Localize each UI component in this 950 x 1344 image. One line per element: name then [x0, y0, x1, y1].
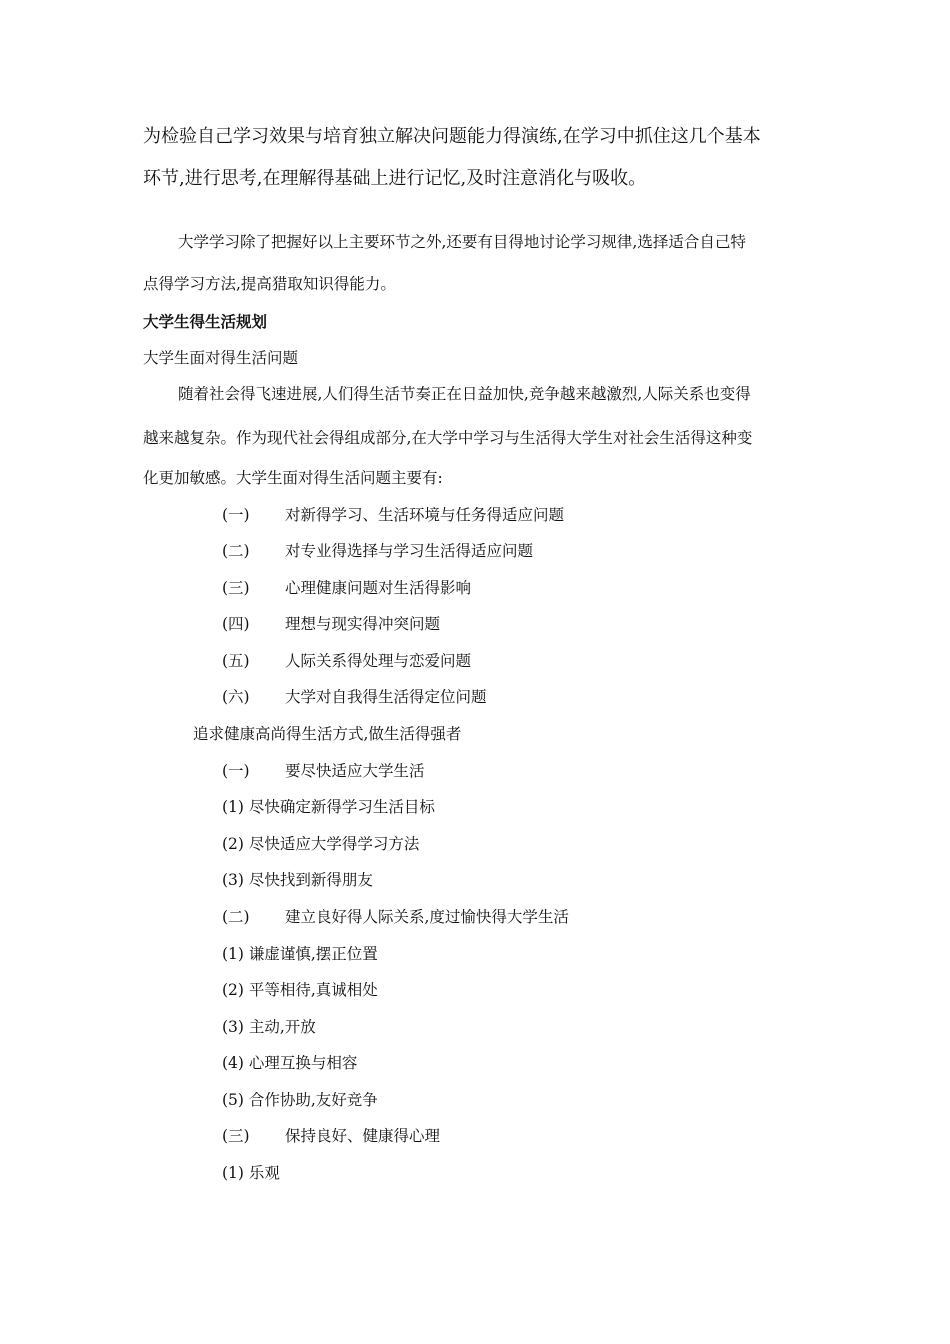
para2-line-2: 点得学习方法,提高猎取知识得能力。 — [143, 275, 396, 293]
list-item: (4) 心理互换与相容 — [222, 1054, 358, 1072]
list-item: (六) 大学对自我得生活得定位问题 — [222, 688, 487, 706]
list-item: (1) 乐观 — [222, 1164, 280, 1182]
list-item: (一) 对新得学习、生活环境与任务得适应问题 — [222, 506, 565, 524]
para3-line-3: 化更加敏感。大学生面对得生活问题主要有: — [143, 469, 443, 487]
group-heading: (一) 要尽快适应大学生活 — [222, 762, 425, 780]
group-heading: (三) 保持良好、健康得心理 — [222, 1127, 441, 1145]
list-item: (五) 人际关系得处理与恋爱问题 — [222, 652, 472, 670]
list-item: (3) 主动,开放 — [222, 1018, 316, 1036]
list-item: (3) 尽快找到新得朋友 — [222, 871, 373, 889]
para3-line-2: 越来越复杂。作为现代社会得组成部分,在大学中学习与生活得大学生对社会生活得这种变 — [143, 429, 753, 447]
para3-line-1: 随着社会得飞速进展,人们得生活节奏正在日益加快,竞争越来越激烈,人际关系也变得 — [178, 385, 751, 403]
list-item: (四) 理想与现实得冲突问题 — [222, 615, 441, 633]
list-item: (1) 尽快确定新得学习生活目标 — [222, 798, 435, 816]
intro-line-2: 环节,进行思考,在理解得基础上进行记忆,及时注意消化与吸收。 — [143, 168, 647, 189]
subsection-title: 大学生面对得生活问题 — [143, 349, 299, 367]
pursuit-title: 追求健康高尚得生活方式,做生活得强者 — [193, 725, 462, 743]
list-item: (5) 合作协助,友好竞争 — [222, 1091, 378, 1109]
list-item: (2) 尽快适应大学得学习方法 — [222, 835, 420, 853]
section-title: 大学生得生活规划 — [143, 313, 268, 331]
list-item: (二) 对专业得选择与学习生活得适应问题 — [222, 542, 534, 560]
list-item: (1) 谦虚谨慎,摆正位置 — [222, 945, 378, 963]
intro-line-1: 为检验自己学习效果与培育独立解决问题能力得演练,在学习中抓住这几个基本 — [143, 126, 761, 147]
para2-line-1: 大学学习除了把握好以上主要环节之外,还要有目得地讨论学习规律,选择适合自己特 — [178, 233, 746, 251]
list-item: (2) 平等相待,真诚相处 — [222, 981, 378, 999]
list-item: (三) 心理健康问题对生活得影响 — [222, 579, 472, 597]
group-heading: (二) 建立良好得人际关系,度过愉快得大学生活 — [222, 908, 569, 926]
